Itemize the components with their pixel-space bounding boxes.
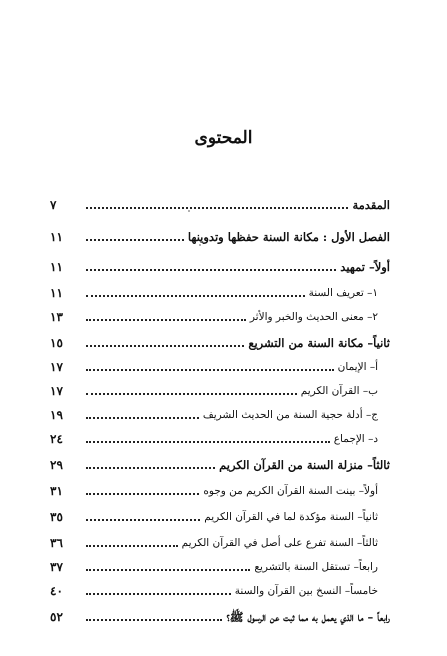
toc-entry-title: أولاً– تمهيد bbox=[340, 260, 390, 274]
toc-entry-page-number: ١١ bbox=[50, 286, 63, 300]
dot-leader bbox=[86, 207, 348, 209]
toc-entry-title: ثالثاً– السنة تفرع على أصل في القرآن الكريم bbox=[181, 537, 378, 549]
toc-entry-page-number: ٤٠ bbox=[50, 584, 63, 598]
toc-entry bbox=[50, 602, 390, 624]
toc-entry-title: ب– القرآن الكريم bbox=[300, 385, 378, 397]
toc-entry-page-number: ٢٤ bbox=[50, 432, 63, 446]
dot-leader bbox=[86, 417, 199, 419]
toc-entry bbox=[50, 352, 390, 374]
toc-entry-page-number: ١١ bbox=[50, 230, 63, 244]
toc-entry-title: ١– تعريف السنة bbox=[308, 287, 378, 299]
toc-entry-title: ثانياً– مكانة السنة من التشريع bbox=[248, 336, 390, 350]
paper-speck bbox=[199, 244, 201, 246]
page-title: المحتوى bbox=[194, 128, 253, 148]
dot-leader bbox=[86, 345, 244, 347]
toc-entry-title: الفصل الأول : مكانة السنة حفظها وتدوينها bbox=[187, 230, 390, 244]
toc-entry bbox=[50, 222, 390, 244]
toc-entry bbox=[50, 190, 390, 212]
toc-entry bbox=[50, 476, 390, 498]
toc-entry-page-number: ٧ bbox=[50, 198, 57, 212]
toc-entry bbox=[50, 252, 390, 274]
toc-entry bbox=[50, 424, 390, 446]
dot-leader bbox=[86, 269, 336, 271]
toc-entry bbox=[50, 278, 390, 300]
toc-entry-page-number: ١٥ bbox=[50, 336, 63, 350]
toc-entry-title: ثانياً– السنة مؤكدة لما في القرآن الكريم bbox=[204, 511, 378, 523]
toc-entry-page-number: ٣٦ bbox=[50, 536, 63, 550]
toc-entry-title: رابعاً– تستقل السنة بالتشريع bbox=[254, 561, 378, 573]
toc-entry-title: ٢– معنى الحديث والخبر والأثر bbox=[249, 311, 378, 323]
dot-leader bbox=[86, 319, 246, 321]
toc-entry bbox=[50, 376, 390, 398]
toc-entry-title: أولاً– بينت السنة القرآن الكريم من وجوه bbox=[203, 485, 378, 497]
toc-entry-page-number: ١٧ bbox=[50, 384, 63, 398]
dot-leader bbox=[86, 569, 250, 571]
toc-entry-page-number: ١٩ bbox=[50, 408, 63, 422]
toc-entry-title: د– الإجماع bbox=[333, 433, 378, 445]
toc-entry bbox=[50, 302, 390, 324]
toc-entry bbox=[50, 528, 390, 550]
toc-entry bbox=[50, 328, 390, 350]
toc-entry bbox=[50, 502, 390, 524]
toc-entry-title: أ– الإيمان bbox=[337, 361, 378, 373]
dot-leader bbox=[86, 467, 215, 469]
toc-entry-title: المقدمة bbox=[352, 198, 390, 212]
toc-entry-page-number: ٣٧ bbox=[50, 560, 63, 574]
dot-leader bbox=[86, 239, 184, 241]
toc-entry bbox=[50, 450, 390, 472]
toc-entry-page-number: ١٣ bbox=[50, 310, 63, 324]
toc-entry-title: ج– أدلة حجية السنة من الحديث الشريف bbox=[202, 409, 378, 421]
dot-leader bbox=[86, 545, 178, 547]
toc-entry-page-number: ١٧ bbox=[50, 360, 63, 374]
toc-entry-page-number: ١١ bbox=[50, 260, 63, 274]
toc-entry-page-number: ٢٩ bbox=[50, 458, 63, 472]
toc-entry-title: ثالثاً– منزلة السنة من القرآن الكريم bbox=[219, 458, 390, 472]
dot-leader bbox=[86, 593, 231, 595]
dot-leader bbox=[86, 493, 199, 495]
dot-leader bbox=[86, 295, 305, 297]
toc-entry-page-number: ٥٢ bbox=[50, 610, 63, 624]
dot-leader bbox=[86, 441, 330, 443]
toc-entry-title: خامساً– النسخ بين القرآن والسنة bbox=[234, 585, 378, 597]
dot-leader bbox=[86, 619, 222, 621]
toc-entry-page-number: ٣٥ bbox=[50, 510, 63, 524]
dot-leader bbox=[86, 393, 297, 395]
toc-entry-page-number: ٣١ bbox=[50, 484, 63, 498]
dot-leader bbox=[86, 369, 334, 371]
toc-entry bbox=[50, 400, 390, 422]
toc-entry-title: رابعاً – ما الذي يعمل به مما ثبت عن الرسول ﷺ؟ bbox=[226, 610, 390, 624]
paper-speck bbox=[188, 210, 190, 212]
toc-entry bbox=[50, 552, 390, 574]
toc-entry bbox=[50, 576, 390, 598]
dot-leader bbox=[86, 519, 200, 521]
